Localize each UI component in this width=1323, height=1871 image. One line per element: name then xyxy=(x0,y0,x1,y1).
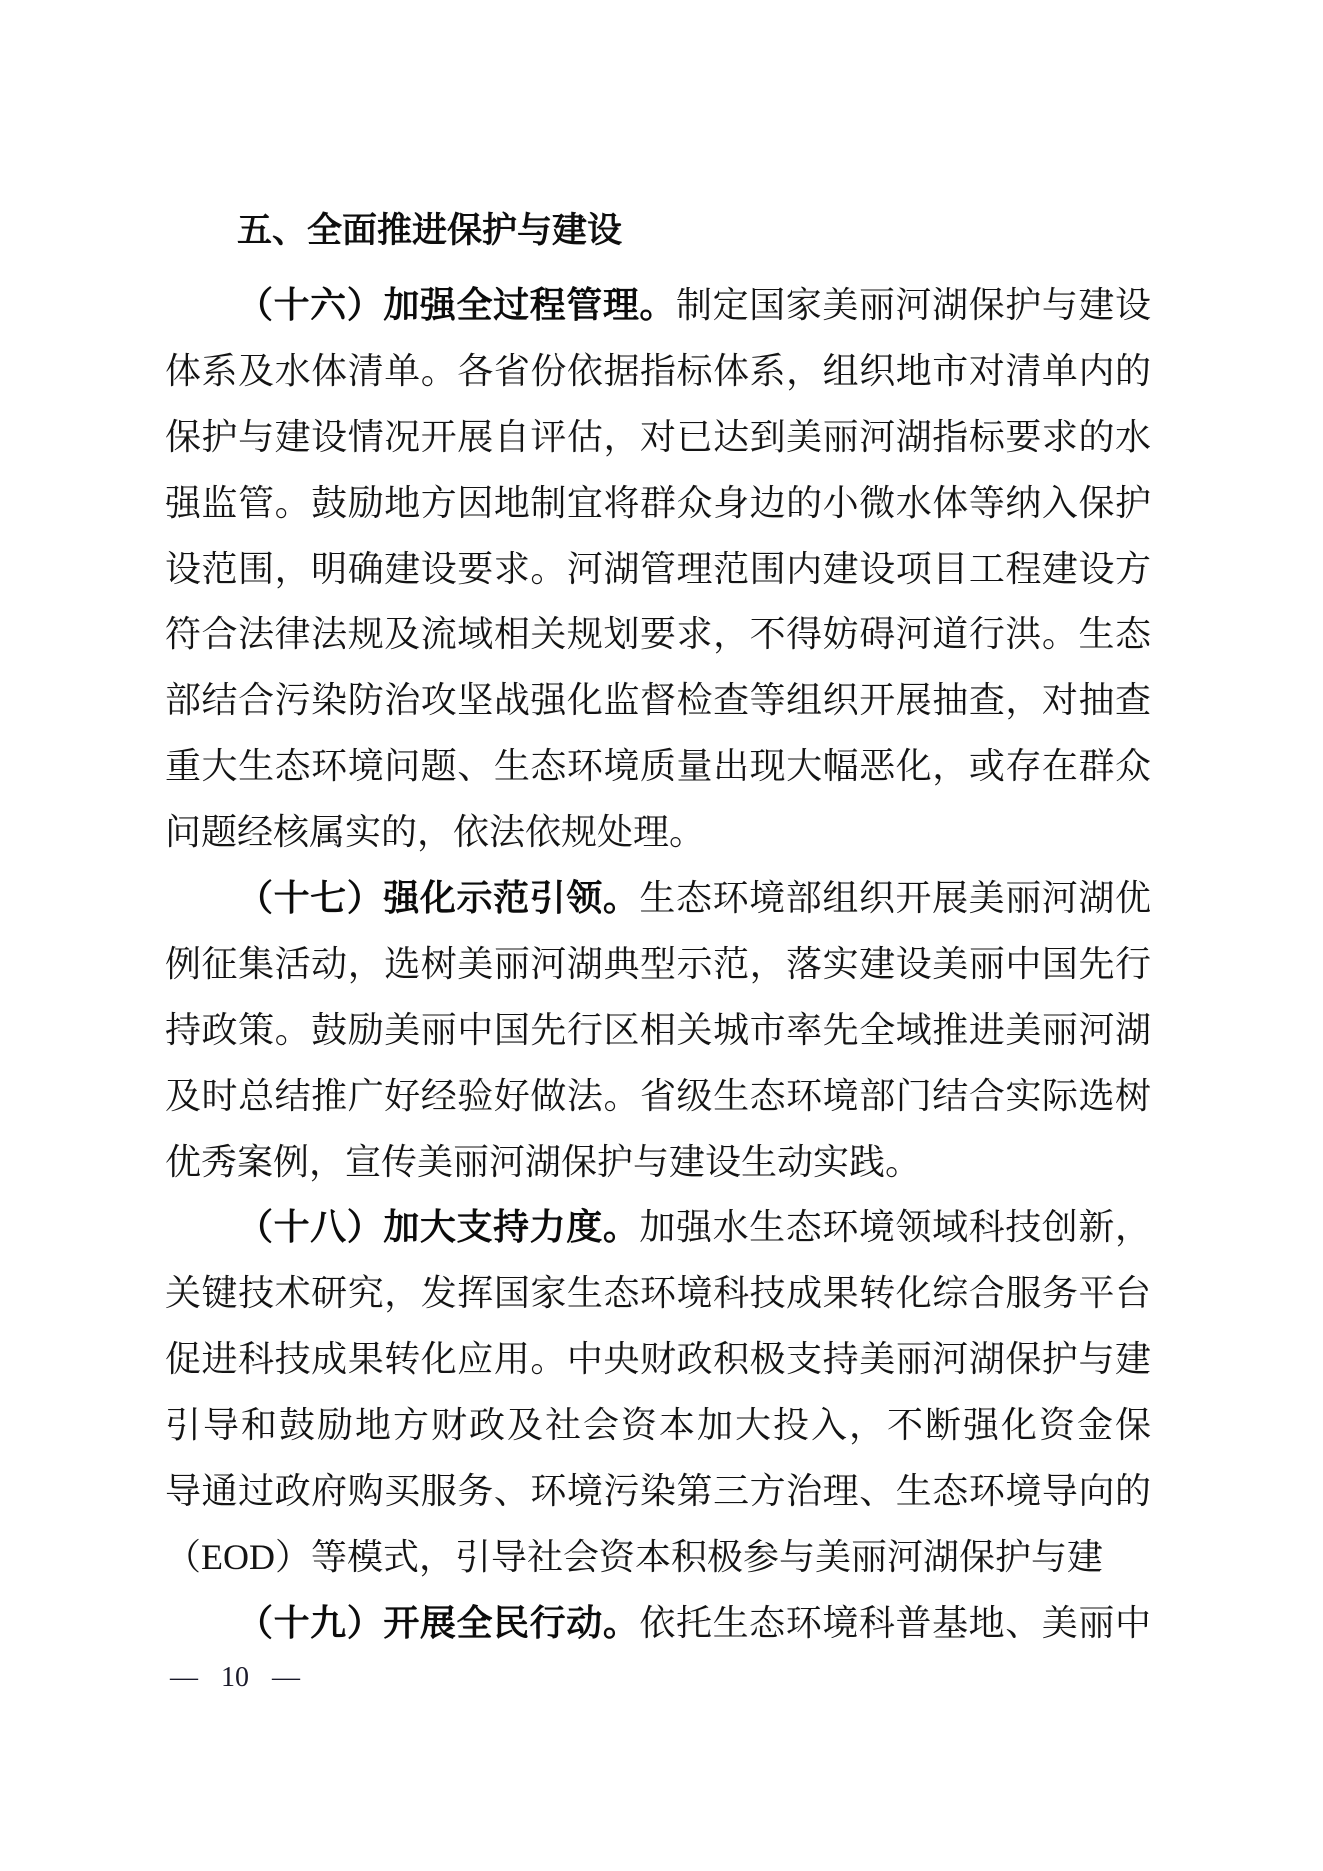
paragraph-line: 持政策。鼓励美丽中国先行区相关城市率先全域推进美丽河湖 xyxy=(165,1009,1151,1050)
paragraph-line: 重大生态环境问题、生态环境质量出现大幅恶化，或存在群众 xyxy=(165,746,1151,787)
paragraph-line: 强监管。鼓励地方因地制宜将群众身边的小微水体等纳入保护 xyxy=(165,482,1151,523)
document-body xyxy=(165,273,1151,1657)
paragraph-line: 促进科技成果转化应用。中央财政积极支持美丽河湖保护与建 xyxy=(165,1339,1151,1380)
paragraph-first-line-text: 加强水生态环境领域科技创新， xyxy=(639,1207,1151,1248)
paragraph xyxy=(165,1195,1151,1590)
paragraph-line: 符合法律法规及流域相关规划要求，不得妨碍河道行洪。生态 xyxy=(165,614,1151,655)
paragraph-line: 关键技术研究，发挥国家生态环境科技成果转化综合服务平台 xyxy=(165,1273,1151,1314)
paragraph-line: 引导和鼓励地方财政及社会资本加大投入，不断强化资金保 xyxy=(165,1405,1151,1446)
paragraph-line xyxy=(165,1195,1151,1261)
paragraph-line: 体系及水体清单。各省份依据指标体系，组织地市对清单内的 xyxy=(165,350,1151,391)
paragraph-first-line-text: 制定国家美丽河湖保护与建设 xyxy=(676,285,1151,325)
paragraph-line: 设范围，明确建设要求。河湖管理范围内建设项目工程建设方 xyxy=(165,548,1151,589)
paragraph-line: （EOD）等模式，引导社会资本积极参与美丽河湖保护与建 xyxy=(165,1536,1103,1577)
paragraph-first-line-text: 依托生态环境科普基地、美丽中 xyxy=(639,1602,1151,1643)
paragraph-line: 导通过政府购买服务、环境污染第三方治理、生态环境导向的 xyxy=(165,1471,1151,1512)
paragraph-lead: （十八）加大支持力度。 xyxy=(237,1207,640,1248)
paragraph-line: 优秀案例，宣传美丽河湖保护与建设生动实践。 xyxy=(165,1141,922,1182)
paragraph-first-line-text: 生态环境部组织开展美丽河湖优 xyxy=(639,878,1151,919)
paragraph-line xyxy=(165,1591,1151,1657)
paragraph-lead: （十六）加强全过程管理。 xyxy=(237,285,676,325)
paragraph xyxy=(165,1591,1151,1657)
paragraph-line: 部结合污染防治攻坚战强化监督检查等组织开展抽查，对抽查 xyxy=(165,680,1151,721)
footer-dash-right: — xyxy=(272,1662,300,1693)
paragraph-line: 及时总结推广好经验好做法。省级生态环境部门结合实际选树 xyxy=(165,1075,1151,1116)
footer-dash-left: — xyxy=(170,1662,198,1693)
page-footer xyxy=(170,1662,300,1694)
paragraph-line: 问题经核属实的，依法依规处理。 xyxy=(165,812,706,853)
page-number: 10 xyxy=(221,1662,249,1693)
section-heading: 五、全面推进保护与建设 xyxy=(237,211,623,250)
paragraph-line xyxy=(165,273,1151,339)
paragraph-line xyxy=(165,866,1151,932)
paragraph-line: 例征集活动，选树美丽河湖典型示范，落实建设美丽中国先行 xyxy=(165,943,1151,984)
paragraph xyxy=(165,273,1151,866)
paragraph-lead: （十九）开展全民行动。 xyxy=(237,1602,640,1643)
paragraph xyxy=(165,866,1151,1195)
paragraph-lead: （十七）强化示范引领。 xyxy=(237,878,640,919)
paragraph-line: 保护与建设情况开展自评估，对已达到美丽河湖指标要求的水 xyxy=(165,416,1151,457)
